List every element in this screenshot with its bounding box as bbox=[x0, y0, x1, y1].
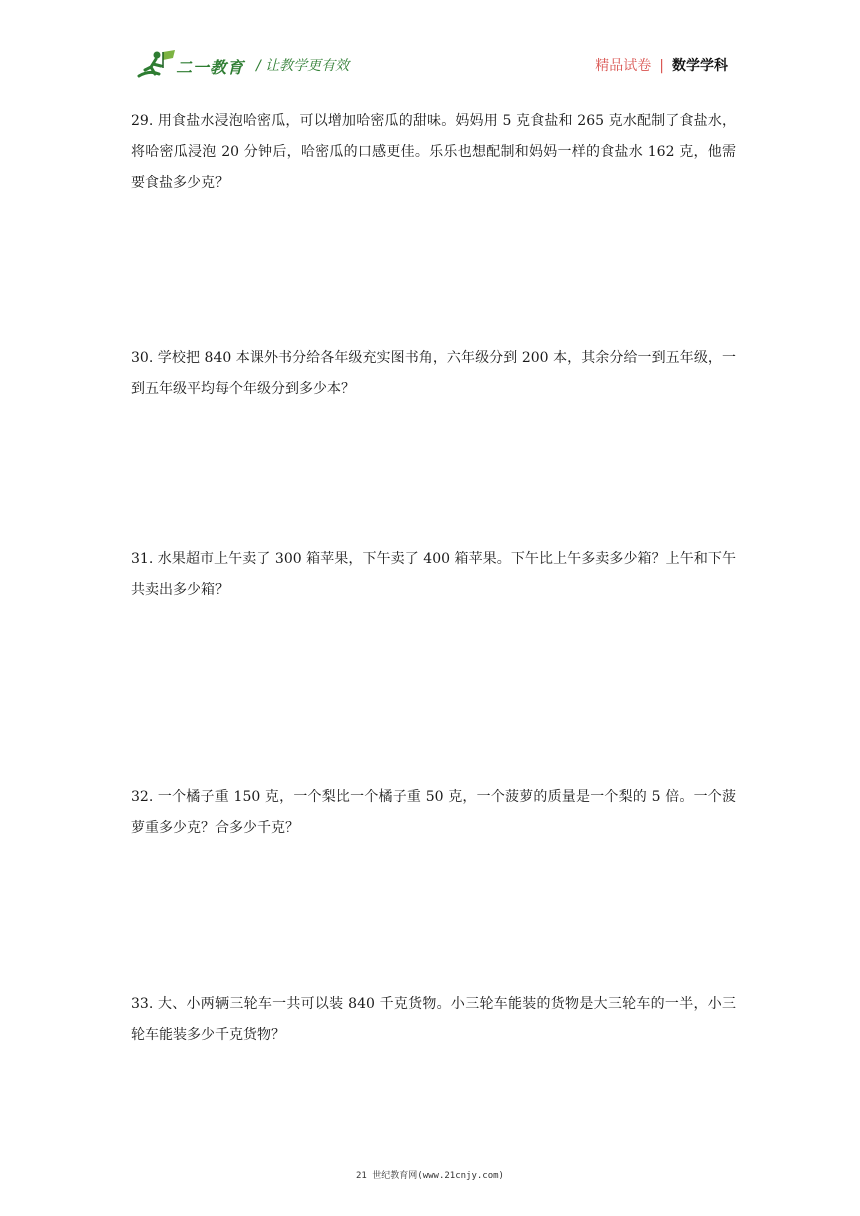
premium-badge: 精品试卷 bbox=[595, 58, 652, 74]
brand-slogan: / 让教学更有效 bbox=[256, 58, 350, 74]
page-header bbox=[0, 0, 860, 90]
subject-badge: 数学学科 bbox=[672, 58, 728, 74]
page-footer: 21 世纪教育网(www.21cnjy.com) bbox=[356, 1171, 504, 1181]
question-30: 30. 学校把 840 本课外书分给各年级充实图书角，六年级分到 200 本，其余分给一到五年级，一到五年级平均每个年级分到多少本？ bbox=[131, 350, 736, 397]
header-badges bbox=[595, 55, 728, 75]
question-32: 32. 一个橘子重 150 克，一个梨比一个橘子重 50 克，一个菠萝的质量是一个梨的 5 倍。一个菠萝重多少克？合多少千克？ bbox=[131, 789, 736, 836]
question-29: 29. 用食盐水浸泡哈密瓜，可以增加哈密瓜的甜味。妈妈用 5 克食盐和 265 克水配制了食盐水，将哈密瓜浸泡 20 分钟后，哈密瓜的口感更佳。乐乐也想配制和妈妈一样的食盐水 162 克，他需要食盐多少克？ bbox=[131, 113, 736, 191]
question-33: 33. 大、小两辆三轮车一共可以装 840 千克货物。小三轮车能装的货物是大三轮车的一半，小三轮车能装多少千克货物？ bbox=[131, 996, 736, 1043]
brand-name: 二一教育 bbox=[176, 58, 245, 77]
badge-separator: | bbox=[659, 58, 664, 74]
question-31: 31. 水果超市上午卖了 300 箱苹果，下午卖了 400 箱苹果。下午比上午多卖多少箱？上午和下午共卖出多少箱？ bbox=[131, 551, 736, 598]
running-figure-flag-logo-icon bbox=[135, 48, 179, 80]
